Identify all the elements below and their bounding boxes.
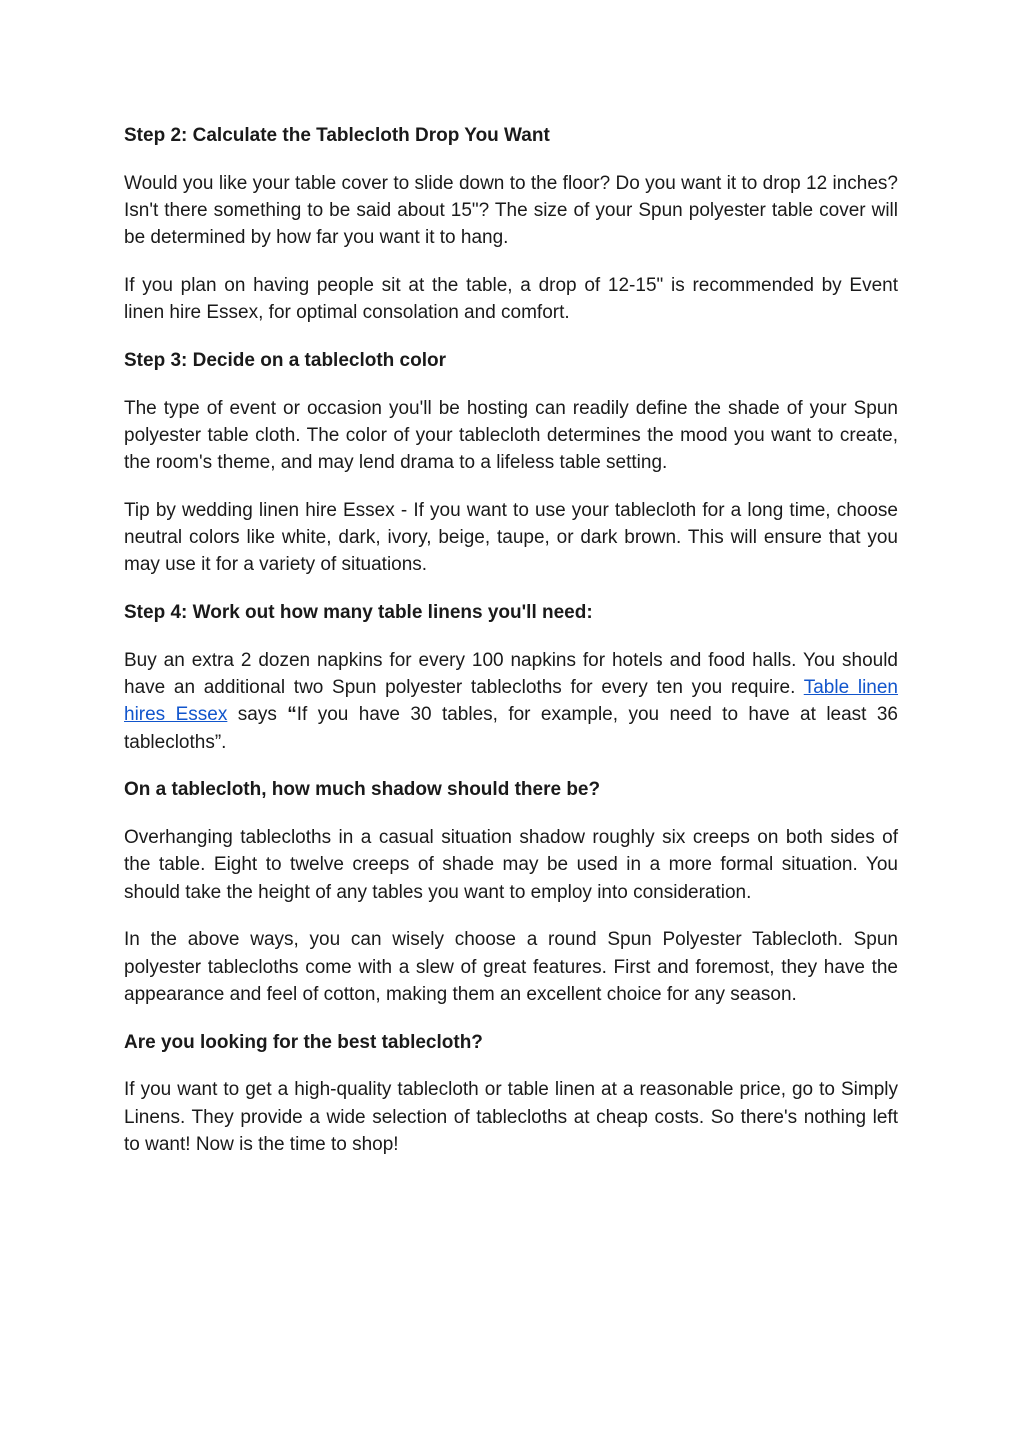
step-2-heading: Step 2: Calculate the Tablecloth Drop You Want [124, 125, 550, 146]
step-3-paragraph-2: Tip by wedding linen hire Essex - If you want to use your tablecloth for a long time, choose neutral colors like white, dark, ivory, beige, taupe, or dark brown. This will ensure that you may use it for a variety of situations. [124, 500, 898, 576]
step-4-paragraph [124, 647, 898, 756]
table-linen-hires-link[interactable]: Table linen hires Essex [124, 677, 899, 726]
shadow-paragraph-2: In the above ways, you can wisely choose a round Spun Polyester Tablecloth. Spun polyester tablecloths come with a slew of great features. First and foremost, they have the appearance and feel of cotton, making them an excellent choice for any season. [124, 929, 898, 1005]
step-2-paragraph-1: Would you like your table cover to slide down to the floor? Do you want it to drop 12 inches? Isn't there something to be said about 15"? The size of your Spun polyester table cover will be determined by how far you want it to hang. [124, 172, 898, 249]
step-4-text-middle: says [227, 704, 288, 726]
document-page [124, 122, 898, 1179]
step-3-paragraph-1: The type of event or occasion you'll be hosting can readily define the shade of your Spun polyester table cloth. The color of your tablecloth determines the mood you want to create, the room's theme, and may lend drama to a lifeless table setting. [124, 397, 898, 474]
step-4-quote-mark: “ [287, 704, 297, 726]
best-tablecloth-heading: Are you looking for the best tablecloth? [124, 1031, 483, 1053]
step-3-heading: Step 3: Decide on a tablecloth color [124, 350, 447, 371]
step-4-heading: Step 4: Work out how many table linens you'll need: [124, 602, 593, 624]
best-tablecloth-paragraph: If you want to get a high-quality tablecloth or table linen at a reasonable price, go to Simply Linens. They provide a wide selection of tablecloths at cheap costs. So there's nothing left to want! Now is the time to shop! [124, 1079, 898, 1155]
step-4-text-before: Buy an extra 2 dozen napkins for every 100 napkins for hotels and food halls. You should have an additional two Spun polyester tablecloths for every ten you require. [124, 650, 898, 699]
shadow-paragraph-1: Overhanging tablecloths in a casual situation shadow roughly six creeps on both sides of the table. Eight to twelve creeps of shade may be used in a more formal situation. You should take the height of any tables you want to employ into consideration. [124, 827, 898, 903]
step-2-paragraph-2: If you plan on having people sit at the table, a drop of 12-15" is recommended by Event linen hire Essex, for optimal consolation and comfort. [124, 275, 898, 324]
shadow-heading: On a tablecloth, how much shadow should there be? [124, 779, 601, 801]
step-4-text-after: If you have 30 tables, for example, you need to have at least 36 tablecloths”. [124, 704, 898, 753]
